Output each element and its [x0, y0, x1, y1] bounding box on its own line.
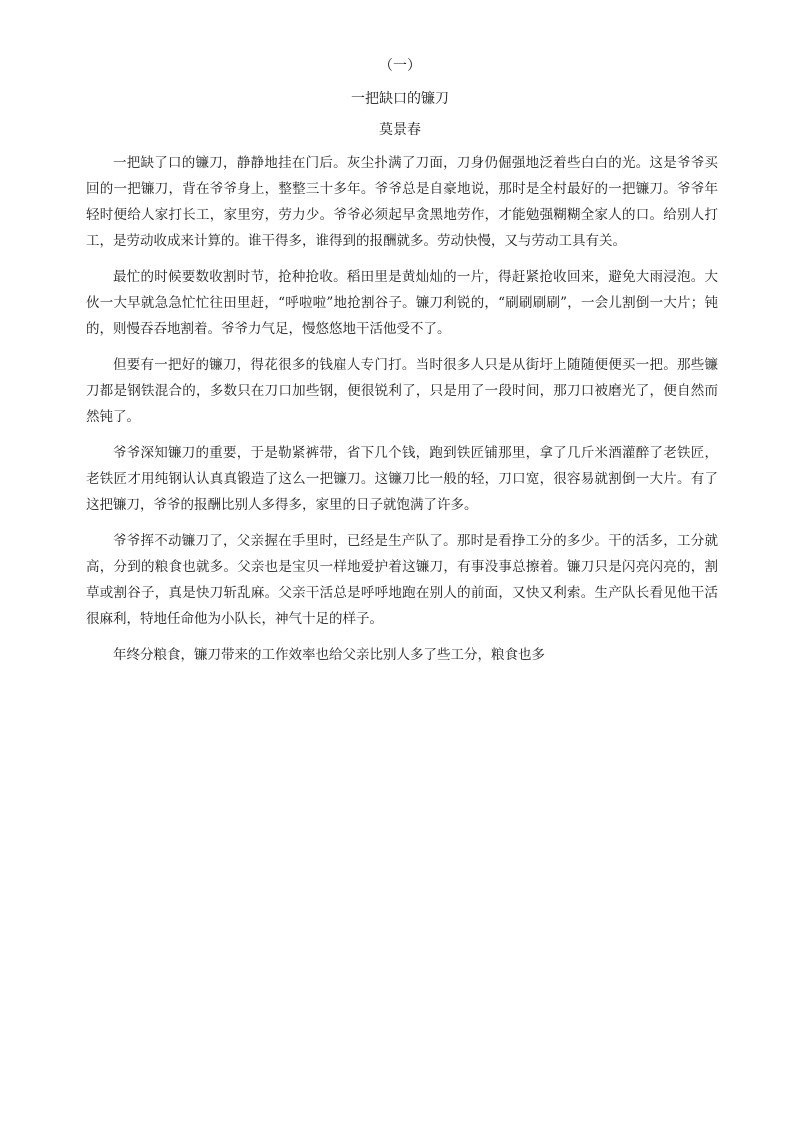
- article-title: 一把缺口的镰刀: [351, 91, 449, 107]
- paragraph-6: 年终分粮食，镰刀带来的工作效率也给父亲比别人多了些工分，粮食也多: [113, 647, 545, 663]
- paragraph-2: 最忙的时候要数收割时节，抢种抢收。稻田里是黄灿灿的一片，得赶紧抢收回来，避免大雨浸泡。大伙一大早就急急忙忙往田里赶，“呼啦啦”地抢割谷子。镰刀利锐的，“刷刷刷刷”，一会儿割倒一大片；钝的，则慢吞吞地割着。爷爷力气足，慢悠悠地干活他受不了。: [86, 269, 718, 337]
- paragraph-3: 但要有一把好的镰刀，得花很多的钱雇人专门打。当时很多人只是从街圩上随随便便买一把。那些镰刀都是钢铁混合的，多数只在刀口加些钢，便很锐利了，只是用了一段时间，那刀口被磨光了，便自然而然钝了。: [86, 357, 718, 425]
- paragraph-1: 一把缺了口的镰刀，静静地挂在门后。灰尘扑满了刀面，刀身仍倔强地泛着些白白的光。这是爷爷买回的一把镰刀，背在爷爷身上，整整三十多年。爷爷总是自豪地说，那时是全村最好的一把镰刀。爷爷年轻时便给人家打长工，家里穷，劳力少。爷爷必须起早贪黑地劳作，才能勉强糊糊全家人的口。给别人打工，是劳动收成来计算的。谁干得多，谁得到的报酬就多。劳动快慢，又与劳动工具有关。: [86, 155, 718, 249]
- article-body: [86, 150, 718, 678]
- section-number: （一）: [379, 58, 421, 74]
- paragraph-4: 爷爷深知镰刀的重要，于是勒紧裤带，省下几个钱，跑到铁匠铺那里，拿了几斤米酒灌醉了老铁匠，老铁匠才用纯钢认认真真锻造了这么一把镰刀。这镰刀比一般的轻，刀口宽，很容易就割倒一大片。有了这把镰刀，爷爷的报酬比别人多得多，家里的日子就饱满了许多。: [86, 445, 718, 513]
- paragraph-5: 爷爷挥不动镰刀了，父亲握在手里时，已经是生产队了。那时是看挣工分的多少。干的活多，工分就高，分到的粮食也就多。父亲也是宝贝一样地爱护着这镰刀，有事没事总擦着。镰刀只是闪亮闪亮的，割草或割谷子，真是快刀斩乱麻。父亲干活总是呼呼地跑在别人的前面，又快又利索。生产队长看见他干活很麻利，特地任命他为小队长，神气十足的样子。: [86, 533, 718, 627]
- article-author: 莫景春: [379, 122, 421, 138]
